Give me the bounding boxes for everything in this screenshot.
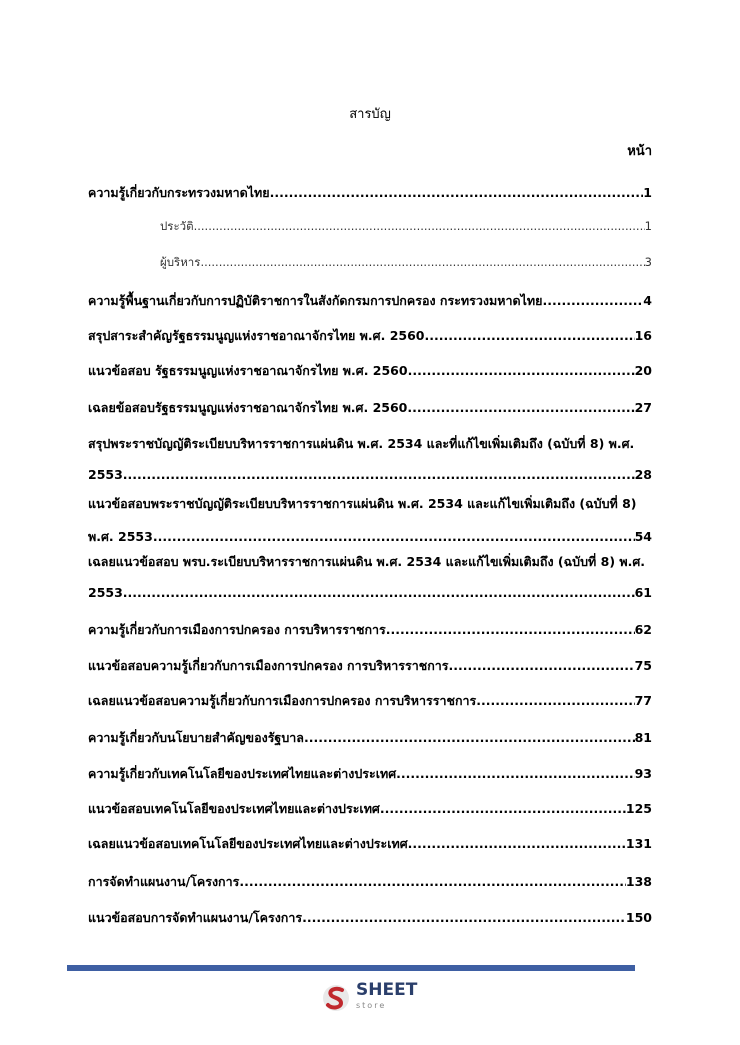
toc-line — [88, 326, 652, 346]
toc-entry-text: ผู้บริหาร — [160, 255, 201, 269]
toc-page-number: 16 — [634, 328, 652, 343]
toc-leader-dots — [239, 874, 626, 889]
toc-line — [88, 183, 652, 203]
toc-page-number: 150 — [625, 910, 652, 925]
toc-entry[interactable] — [88, 799, 652, 819]
toc-line — [88, 434, 652, 454]
toc-page-number: 131 — [625, 836, 652, 851]
logo-s-icon — [322, 983, 350, 1013]
toc-entry[interactable] — [88, 291, 652, 311]
toc-entry-text: เฉลยแนวข้อสอบเทคโนโลยีของประเทศไทยและต่างประเทศ — [88, 836, 408, 851]
footer-divider — [67, 965, 635, 971]
toc-entry-text: เฉลยข้อสอบรัฐธรรมนูญแห่งราชอาณาจักรไทย พ.ศ. 2560 — [88, 400, 408, 415]
toc-entry[interactable] — [88, 434, 652, 482]
toc-entry[interactable] — [88, 834, 652, 854]
logo-brand-text: SHEET — [356, 980, 418, 1000]
toc-entry-text: สรุปพระราชบัญญัติระเบียบบริหารราชการแผ่นดิน พ.ศ. 2534 และที่แก้ไขเพิ่มเติมถึง (ฉบับที่ 8) พ.ศ. — [88, 436, 635, 451]
toc-page-number: 4 — [643, 293, 652, 308]
toc-page-number: 75 — [634, 658, 652, 673]
toc-page-number: 125 — [625, 801, 652, 816]
logo-sub-text: store — [356, 1001, 387, 1010]
toc-line — [88, 467, 652, 482]
toc-entry-text: 2553 — [88, 467, 123, 482]
toc-leader-dots — [542, 293, 643, 308]
page-column-label: หน้า — [627, 144, 652, 159]
toc-line — [160, 218, 652, 236]
toc-entry[interactable] — [88, 326, 652, 346]
toc-page-number: 20 — [634, 363, 652, 378]
toc-entry-text: 2553 — [88, 585, 123, 600]
toc-entry[interactable] — [88, 656, 652, 676]
toc-line — [88, 361, 652, 381]
toc-entry-text: ความรู้พื้นฐานเกี่ยวกับการปฏิบัติราชการในสังกัดกรมการปกครอง กระทรวงมหาดไทย — [88, 293, 543, 308]
toc-entry[interactable] — [88, 361, 652, 381]
toc-page-number: 62 — [634, 622, 652, 637]
toc-leader-dots — [449, 658, 635, 673]
toc-page-number: 28 — [634, 467, 652, 482]
toc-page-number: 93 — [634, 766, 652, 781]
toc-leader-dots — [380, 801, 626, 816]
toc-page-number: 77 — [634, 693, 652, 708]
toc-entry-text: การจัดทำแผนงาน/โครงการ — [88, 874, 240, 889]
toc-line — [88, 552, 652, 572]
toc-line — [88, 799, 652, 819]
toc-page-number: 1 — [644, 219, 652, 233]
toc-entry-text: เฉลยแนวข้อสอบความรู้เกี่ยวกับการเมืองการปกครอง การบริหารราชการ — [88, 693, 477, 708]
toc-entry-text: แนวข้อสอบ รัฐธรรมนูญแห่งราชอาณาจักรไทย พ.ศ. 2560 — [88, 363, 408, 378]
toc-line — [88, 494, 652, 514]
toc-leader-dots — [153, 529, 635, 544]
toc-line — [88, 620, 652, 640]
toc-line — [88, 728, 652, 748]
toc-page-number: 81 — [634, 730, 652, 745]
toc-entry-text: ความรู้เกี่ยวกับกระทรวงมหาดไทย — [88, 185, 270, 200]
toc-entry[interactable] — [160, 254, 652, 272]
toc-entry-text: ความรู้เกี่ยวกับเทคโนโลยีของประเทศไทยและต่างประเทศ — [88, 766, 397, 781]
toc-entry-text: ประวัติ — [160, 219, 194, 233]
sheet-store-logo — [322, 982, 417, 1014]
toc-line — [88, 398, 652, 418]
toc-leader-dots — [408, 836, 626, 851]
toc-entry[interactable] — [88, 691, 652, 711]
toc-page-number: 27 — [634, 400, 652, 415]
toc-line — [88, 527, 652, 547]
toc-entry-text: แนวข้อสอบพระราชบัญญัติระเบียบบริหารราชการแผ่นดิน พ.ศ. 2534 และแก้ไขเพิ่มเติมถึง (ฉบับที่ 8) — [88, 496, 637, 511]
toc-line — [160, 254, 652, 272]
toc-leader-dots — [425, 328, 635, 343]
toc-entry[interactable] — [88, 908, 652, 928]
toc-page-number: 54 — [634, 529, 652, 544]
toc-page-number: 3 — [644, 255, 652, 269]
toc-page-number: 1 — [643, 185, 652, 200]
toc-entry-text: ความรู้เกี่ยวกับการเมืองการปกครอง การบริหารราชการ — [88, 622, 386, 637]
toc-leader-dots — [270, 185, 644, 200]
toc-entry-text: แนวข้อสอบการจัดทำแผนงาน/โครงการ — [88, 910, 303, 925]
toc-leader-dots — [396, 766, 634, 781]
toc-leader-dots — [304, 730, 635, 745]
toc-entry-text: สรุปสาระสำคัญรัฐธรรมนูญแห่งราชอาณาจักรไทย พ.ศ. 2560 — [88, 328, 425, 343]
toc-leader-dots — [407, 400, 634, 415]
toc-page-number: 138 — [625, 874, 652, 889]
toc-entry[interactable] — [88, 398, 652, 418]
toc-entry-text: แนวข้อสอบเทคโนโลยีของประเทศไทยและต่างประเทศ — [88, 801, 380, 816]
toc-line — [88, 656, 652, 676]
toc-entry-text: เฉลยแนวข้อสอบ พรบ.ระเบียบบริหารราชการแผ่นดิน พ.ศ. 2534 และแก้ไขเพิ่มเติมถึง (ฉบับที่ 8) พ.ศ. — [88, 554, 646, 569]
toc-entry[interactable] — [88, 764, 652, 784]
toc-line — [88, 834, 652, 854]
toc-line — [88, 291, 652, 311]
toc-entry[interactable] — [88, 728, 652, 748]
toc-leader-dots — [302, 910, 626, 925]
toc-entry[interactable] — [88, 552, 652, 600]
toc-line — [88, 872, 652, 892]
toc-line — [88, 585, 652, 600]
toc-entry-text: ความรู้เกี่ยวกับนโยบายสำคัญของรัฐบาล — [88, 730, 304, 745]
toc-line — [88, 908, 652, 928]
toc-leader-dots — [123, 585, 635, 600]
toc-line — [88, 691, 652, 711]
toc-line — [88, 764, 652, 784]
toc-leader-dots — [194, 219, 645, 233]
toc-entry[interactable] — [88, 872, 652, 892]
toc-entry[interactable] — [88, 183, 652, 203]
toc-leader-dots — [408, 363, 635, 378]
toc-entry-text: แนวข้อสอบความรู้เกี่ยวกับการเมืองการปกครอง การบริหารราชการ — [88, 658, 449, 673]
page-title: สารบัญ — [349, 107, 391, 122]
toc-entry[interactable] — [88, 494, 652, 547]
toc-leader-dots — [476, 693, 634, 708]
toc-entry-text: พ.ศ. 2553 — [88, 529, 153, 544]
toc-entry[interactable] — [160, 218, 652, 236]
toc-entry[interactable] — [88, 620, 652, 640]
toc-leader-dots — [386, 622, 635, 637]
toc-leader-dots — [200, 255, 644, 269]
toc-page-number: 61 — [634, 585, 652, 600]
toc-leader-dots — [123, 467, 635, 482]
